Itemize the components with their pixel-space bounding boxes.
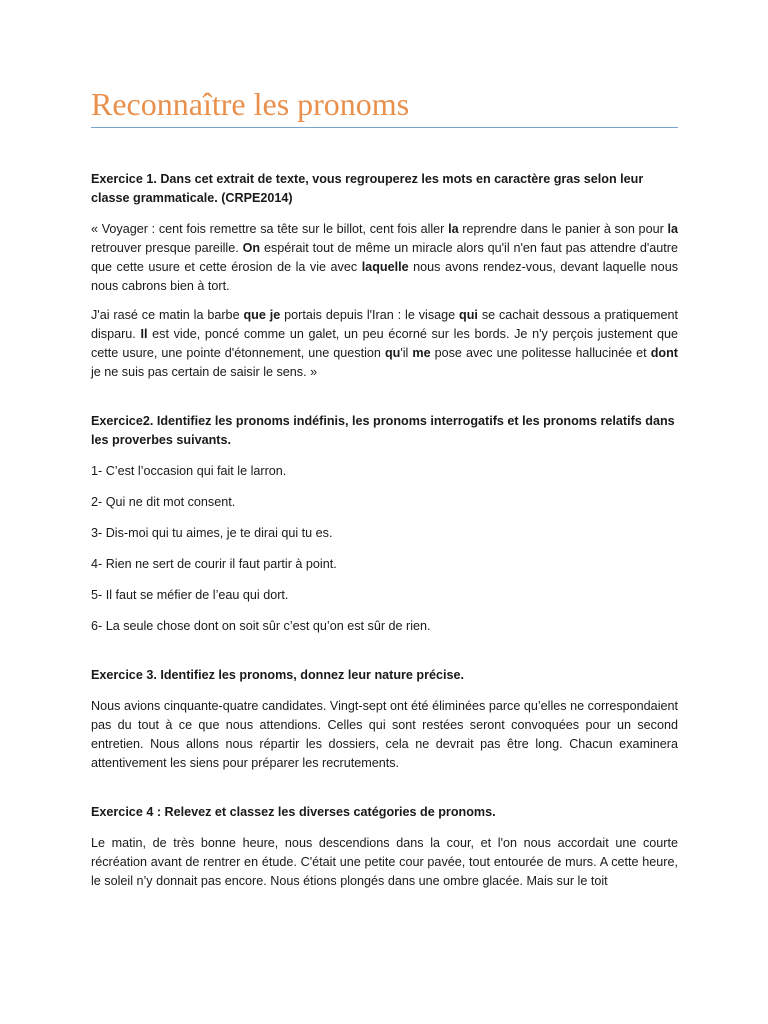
bold-word: dont	[650, 346, 678, 360]
text-run: « Voyager : cent fois remettre sa tête sur le billot, cent fois aller	[91, 222, 449, 236]
proverb-item: 6- La seule chose dont on soit sûr c’est qu’on est sûr de rien.	[91, 619, 431, 633]
text-run: espérait tout de même un miracle alors qu'il n'en faut pas attendre d'autre que cette usure et cette érosion de la vie avec	[91, 241, 678, 274]
proverb-item: 1- C’est l’occasion qui fait le larron.	[91, 464, 287, 478]
text-run: 'il	[400, 346, 413, 360]
text-run: est vide, poncé comme un galet, un peu écorné sur les bords. Je n'y perçois justement que cette usure, une pointe d'étonnement, une question	[91, 327, 678, 360]
exercise-3-heading: Exercice 3. Identifiez les pronoms, donnez leur nature précise.	[91, 668, 465, 682]
exercise-2-heading: Exercice2. Identifiez les pronoms indéfinis, les pronoms interrogatifs et les pronoms relatifs dans les proverbes suivants.	[91, 414, 675, 447]
bold-word: qu	[384, 346, 401, 360]
bold-word: qui	[459, 308, 478, 322]
bold-word: Il	[140, 327, 148, 341]
text-run: retrouver presque pareille.	[91, 241, 243, 255]
bold-word: la	[448, 222, 459, 236]
exercise-1-paragraph-2	[91, 306, 678, 382]
proverb-item: 5- Il faut se méfier de l’eau qui dort.	[91, 588, 289, 602]
exercise-3-text: Nous avions cinquante-quatre candidates. Vingt-sept ont été éliminées parce qu’elles ne correspondaient pas du tout à ce que nous attendions. Celles qui sont restées seront convoquées pour un second entretien. Nous allons nous répartir les dossiers, cela ne devrait pas être long. Chacun examinera attentivement les siens pour préparer les recrutements.	[91, 699, 678, 770]
title-divider	[91, 127, 678, 128]
text-run: J'ai rasé ce matin la barbe	[91, 308, 244, 322]
bold-word: laquelle	[361, 260, 409, 274]
page-title: Reconnaître les pronoms	[91, 86, 410, 122]
exercise-1-paragraph-1	[91, 220, 678, 296]
text-run: nous avons rendez-vous, devant laquelle nous nous cabrons bien à tort.	[91, 260, 678, 293]
proverb-item: 4- Rien ne sert de courir il faut partir à point.	[91, 557, 337, 571]
exercise-4-heading: Exercice 4 : Relevez et classez les diverses catégories de pronoms.	[91, 805, 496, 819]
bold-word: la	[667, 222, 678, 236]
exercise-4-text: Le matin, de très bonne heure, nous descendions dans la cour, et l'on nous accordait une courte récréation avant de rentrer en étude. C'était une petite cour pavée, tout entourée de murs. A cette heure, le soleil n’y donnait pas encore. Nous étions plongés dans une ombre glacée. Mais sur le toit	[91, 836, 678, 888]
text-run: reprendre dans le panier à son pour	[458, 222, 668, 236]
bold-word: On	[242, 241, 261, 255]
bold-word: que je	[243, 308, 281, 322]
text-run: pose avec une politesse hallucinée et	[430, 346, 651, 360]
proverb-item: 3- Dis-moi qui tu aimes, je te dirai qui tu es.	[91, 526, 333, 540]
text-run: se cachait dessous a pratiquement disparu.	[91, 308, 679, 341]
proverb-item: 2- Qui ne dit mot consent.	[91, 495, 236, 509]
text-run: je ne suis pas certain de saisir le sens. »	[91, 365, 318, 379]
bold-word: me	[412, 346, 431, 360]
document-body	[91, 170, 678, 891]
exercise-1-heading: Exercice 1. Dans cet extrait de texte, vous regrouperez les mots en caractère gras selon leur classe grammaticale. (CRPE2014)	[91, 172, 644, 205]
text-run: portais depuis l'Iran : le visage	[280, 308, 460, 322]
